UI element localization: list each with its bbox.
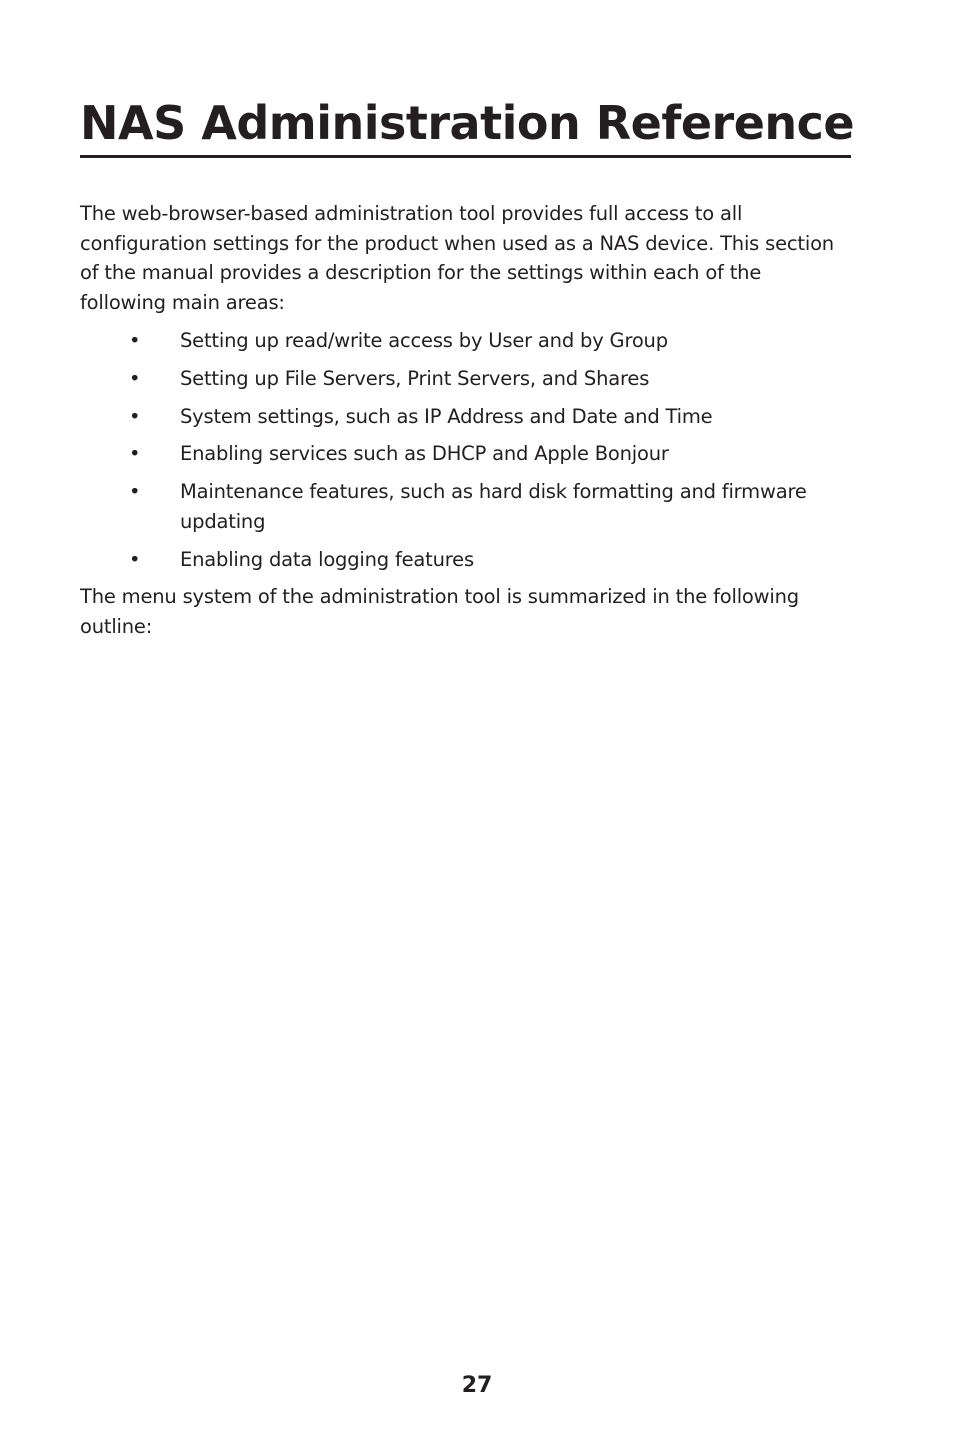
list-item xyxy=(80,439,850,469)
list-item xyxy=(80,402,850,432)
page-title: NAS Administration Reference xyxy=(80,96,855,150)
closing-paragraph: The menu system of the administration tool is summarized in the following outline: xyxy=(80,585,799,638)
list-item-text: Enabling services such as DHCP and Apple Bonjour xyxy=(180,442,669,466)
bullet-icon: • xyxy=(129,480,141,504)
intro-paragraph: The web-browser-based administration tool provides full access to all configuration settings for the product when used as a NAS device. This section of the manual provides a description for the settings within each of the following main areas: xyxy=(80,202,834,314)
list-item xyxy=(80,326,850,356)
feature-list xyxy=(80,326,850,582)
list-item xyxy=(80,364,850,394)
bullet-icon: • xyxy=(129,547,141,571)
title-divider xyxy=(80,155,851,158)
list-item-text: System settings, such as IP Address and Date and Time xyxy=(180,404,713,428)
list-item-text: Setting up File Servers, Print Servers, and Shares xyxy=(180,366,650,390)
list-item-text: Setting up read/write access by User and by Group xyxy=(180,329,668,352)
list-item xyxy=(80,545,850,575)
bullet-icon: • xyxy=(129,442,141,466)
list-item-text: Enabling data logging features xyxy=(180,547,474,571)
bullet-icon: • xyxy=(129,366,141,390)
page-number: 27 xyxy=(461,1373,493,1398)
bullet-icon: • xyxy=(129,404,141,428)
list-item xyxy=(80,477,850,536)
bullet-icon: • xyxy=(129,329,141,352)
list-item-text: Maintenance features, such as hard disk formatting and firmware updating xyxy=(180,480,807,533)
